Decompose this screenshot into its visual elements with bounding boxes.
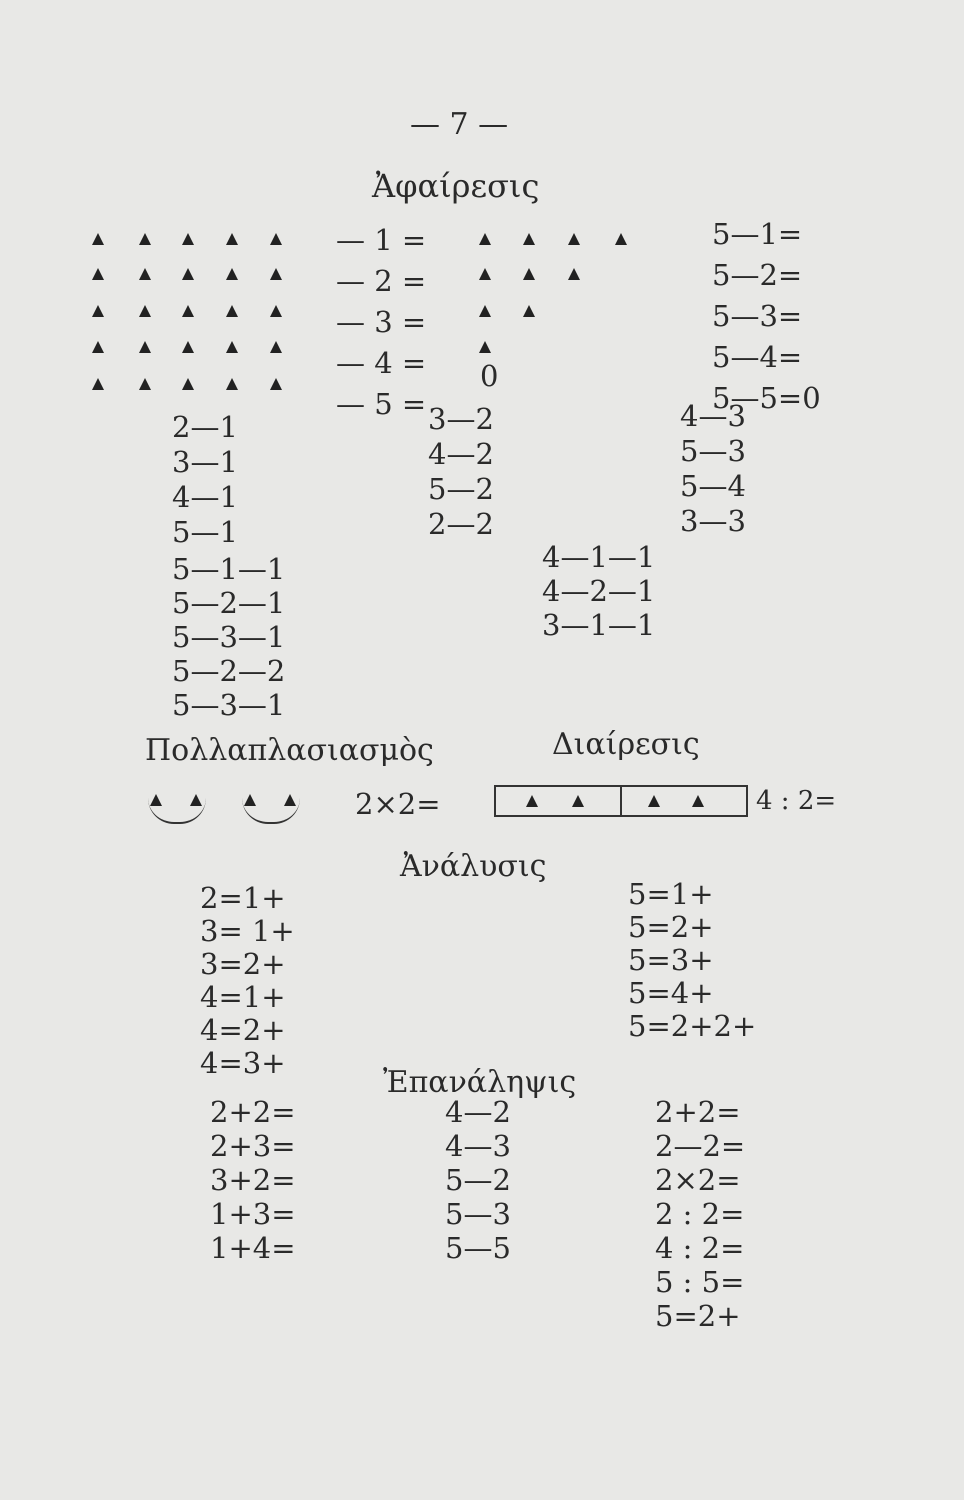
triangle-icon <box>226 268 238 280</box>
triangle-icon <box>92 378 104 390</box>
exercise: 3—2 <box>428 402 494 436</box>
review-item: 2+2= <box>655 1095 741 1129</box>
triangle-icon <box>479 268 491 280</box>
analysis-item: 5=2+2+ <box>628 1009 757 1043</box>
review-item: 1+4= <box>210 1231 296 1265</box>
exercise: 5—2 <box>428 472 494 506</box>
triangle-icon <box>182 378 194 390</box>
triangle-icon <box>139 268 151 280</box>
exercise: 3—1 <box>172 445 238 479</box>
triangle-icon <box>648 795 660 807</box>
triangle-icon <box>139 341 151 353</box>
analysis-item: 2=1+ <box>200 881 286 915</box>
triangle-icon <box>226 341 238 353</box>
triangle-icon <box>523 233 535 245</box>
review-item: 2—2= <box>655 1129 746 1163</box>
triangle-icon <box>479 233 491 245</box>
exercise-column-c <box>680 399 746 538</box>
division-expression: 4 : 2= <box>756 786 837 816</box>
triangle-icon <box>270 268 282 280</box>
triangle-icon <box>92 233 104 245</box>
triangle-icon <box>182 268 194 280</box>
triangle-icon <box>92 305 104 317</box>
exercise-column-d <box>172 552 286 722</box>
exercise-column-a <box>172 410 238 549</box>
exercise: 5—1—1 <box>172 552 286 586</box>
row-label: — 4 = <box>336 346 427 380</box>
equation: 5—3= <box>712 299 803 333</box>
triangle-icon <box>270 341 282 353</box>
analysis-item: 4=2+ <box>200 1013 286 1047</box>
equation: 5—2= <box>712 258 803 292</box>
triangle-icon <box>182 233 194 245</box>
exercise: 3—1—1 <box>542 608 656 642</box>
triangle-icon <box>139 378 151 390</box>
triangle-icon <box>92 341 104 353</box>
triangle-icon <box>270 233 282 245</box>
multiplication-expression: 2×2= <box>355 787 441 821</box>
triangle-icon <box>139 305 151 317</box>
row-label: — 5 = <box>336 387 427 421</box>
triangle-icon <box>526 795 538 807</box>
exercise-column-e <box>542 540 656 642</box>
analysis-item: 4=1+ <box>200 980 286 1014</box>
triangle-icon <box>692 795 704 807</box>
exercise: 5—4 <box>680 469 746 503</box>
division-separator <box>620 787 622 815</box>
triangle-icon <box>139 233 151 245</box>
equation: 5—1= <box>712 217 803 251</box>
exercise: 5—2—2 <box>172 654 286 688</box>
triangle-icon <box>270 378 282 390</box>
exercise: 5—3—1 <box>172 620 286 654</box>
review-column-2 <box>445 1095 511 1265</box>
analysis-item: 4=3+ <box>200 1046 286 1080</box>
exercise: 4—2 <box>428 437 494 471</box>
triangle-icon <box>479 305 491 317</box>
triangle-icon <box>523 305 535 317</box>
triangle-icon <box>226 233 238 245</box>
review-column-3 <box>655 1095 746 1333</box>
review-item: 1+3= <box>210 1197 296 1231</box>
review-item: 4—2 <box>445 1095 511 1129</box>
review-column-1 <box>210 1095 296 1265</box>
review-item: 2 : 2= <box>655 1197 745 1231</box>
triangle-icon <box>568 268 580 280</box>
triangle-icon <box>226 305 238 317</box>
exercise: 5—2—1 <box>172 586 286 620</box>
review-item: 5—3 <box>445 1197 511 1231</box>
triangle-icon <box>270 305 282 317</box>
exercise: 5—1 <box>172 515 238 549</box>
exercise: 2—1 <box>172 410 238 444</box>
triangle-icon <box>226 378 238 390</box>
exercise-column-b <box>428 402 494 541</box>
exercise: 3—3 <box>680 504 746 538</box>
division-heading: Διαίρεσις <box>552 727 700 762</box>
multiplication-heading: Πολλαπλασιασμὸς <box>145 733 434 768</box>
analysis-item: 5=4+ <box>628 976 714 1010</box>
review-item: 4 : 2= <box>655 1231 745 1265</box>
subtraction-right-column <box>712 217 821 415</box>
review-item: 5=2+ <box>655 1299 741 1333</box>
review-item: 2+3= <box>210 1129 296 1163</box>
analysis-item: 5=3+ <box>628 943 714 977</box>
analysis-item: 5=1+ <box>628 877 714 911</box>
row-label: — 2 = <box>336 264 427 298</box>
triangle-icon <box>92 268 104 280</box>
row-label: — 1 = <box>336 223 427 257</box>
exercise: 4—2—1 <box>542 574 656 608</box>
triangle-icon <box>479 341 491 353</box>
page-number: — 7 — <box>410 107 509 142</box>
exercise: 5—3 <box>680 434 746 468</box>
subtraction-row-labels <box>336 223 427 421</box>
exercise: 5—3—1 <box>172 688 286 722</box>
subtraction-heading: Ἀφαίρεσις <box>372 167 540 205</box>
exercise: 4—3 <box>680 399 746 433</box>
equation: 5—4= <box>712 340 803 374</box>
analysis-item: 3= 1+ <box>200 914 295 948</box>
review-item: 4—3 <box>445 1129 511 1163</box>
review-heading: Ἐπανάληψις <box>383 1065 577 1100</box>
triangle-icon <box>568 233 580 245</box>
exercise: 4—1—1 <box>542 540 656 574</box>
triangle-icon <box>615 233 627 245</box>
review-item: 5 : 5= <box>655 1265 745 1299</box>
review-item: 2×2= <box>655 1163 741 1197</box>
group-arc <box>242 798 300 824</box>
triangle-icon <box>182 341 194 353</box>
exercise: 4—1 <box>172 480 238 514</box>
equation: 5—5=0 <box>712 381 821 415</box>
zero-label: 0 <box>480 359 499 393</box>
review-item: 5—2 <box>445 1163 511 1197</box>
exercise: 2—2 <box>428 507 494 541</box>
row-label: — 3 = <box>336 305 427 339</box>
analysis-heading: Ἀνάλυσις <box>400 849 547 884</box>
review-item: 5—5 <box>445 1231 511 1265</box>
review-item: 3+2= <box>210 1163 296 1197</box>
group-arc <box>148 798 206 824</box>
review-item: 2+2= <box>210 1095 296 1129</box>
analysis-right-column <box>628 877 757 1043</box>
triangle-icon <box>572 795 584 807</box>
analysis-left-column <box>200 881 295 1080</box>
triangle-icon <box>182 305 194 317</box>
analysis-item: 3=2+ <box>200 947 286 981</box>
analysis-item: 5=2+ <box>628 910 714 944</box>
triangle-icon <box>523 268 535 280</box>
